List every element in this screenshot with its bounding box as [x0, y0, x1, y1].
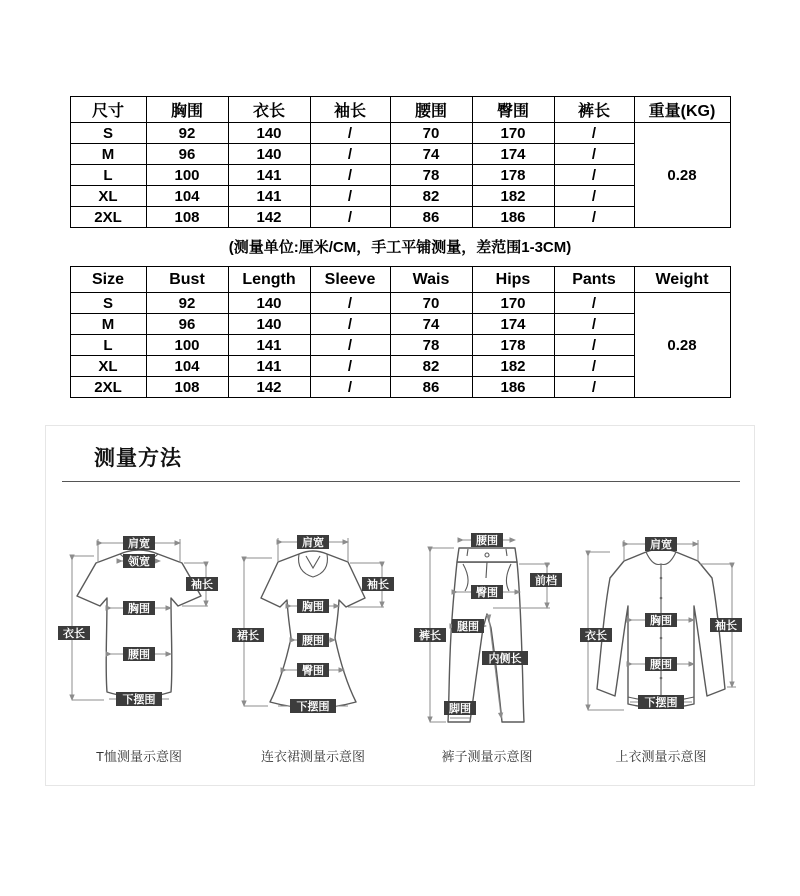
tshirt-outline [77, 550, 201, 697]
hips-label: 臀围 [302, 665, 324, 677]
pants-diagram [406, 506, 568, 744]
pants-outline [448, 548, 524, 722]
table-cell: 182 [472, 186, 554, 207]
table-cell: S [70, 293, 146, 314]
table-cell: 86 [390, 377, 472, 398]
waist-label: 腰围 [128, 649, 150, 661]
table-cell: 96 [146, 144, 228, 165]
dress-diagram-column [226, 506, 400, 765]
table-cell: 86 [390, 207, 472, 228]
table-cell: 141 [228, 186, 310, 207]
inseam-label: 内侧长 [488, 653, 522, 665]
header-bust: Bust [146, 267, 228, 293]
table-cell: 70 [390, 123, 472, 144]
dress-body [261, 551, 365, 708]
shirt-caption: 上衣测量示意图 [615, 749, 707, 764]
dress-caption: 连衣裙测量示意图 [260, 749, 365, 764]
table-row [70, 186, 730, 207]
table-cell: / [310, 314, 390, 335]
table-cell: 141 [228, 165, 310, 186]
table-cell: / [310, 144, 390, 165]
table-cell: 170 [472, 293, 554, 314]
table-row [70, 377, 730, 398]
table-cell: L [70, 165, 146, 186]
table-cell: 141 [228, 356, 310, 377]
table-cell: / [554, 356, 634, 377]
table-cell: / [554, 293, 634, 314]
header-size: Size [70, 267, 146, 293]
size-table-english [70, 266, 731, 398]
weight-value-cell: 0.28 [634, 293, 730, 398]
table-cell: 2XL [70, 377, 146, 398]
bust-label: 胸围 [650, 615, 672, 627]
table-cell: / [310, 123, 390, 144]
table-cell: 92 [146, 123, 228, 144]
table-cell: XL [70, 356, 146, 377]
table-cell: 140 [228, 144, 310, 165]
tshirt-diagram [58, 506, 220, 744]
shoulder-width-label: 肩宽 [302, 537, 324, 549]
table-cell: 186 [472, 207, 554, 228]
header-pants: Pants [554, 267, 634, 293]
table-cell: S [70, 123, 146, 144]
header-hips: Hips [472, 267, 554, 293]
table-cell: 74 [390, 314, 472, 335]
table-cell: 92 [146, 293, 228, 314]
header-pants: 裤长 [554, 97, 634, 123]
garment-length-label: 衣长 [585, 630, 607, 642]
table-cell: 186 [472, 377, 554, 398]
table-row [70, 356, 730, 377]
table-cell: L [70, 335, 146, 356]
header-weight: Weight [634, 267, 730, 293]
table-cell: 141 [228, 335, 310, 356]
table-cell: 108 [146, 207, 228, 228]
waist-label: 腰围 [476, 535, 498, 547]
table-header-row [70, 267, 730, 293]
sleeve-length-label: 袖长 [191, 579, 213, 591]
header-length: Length [228, 267, 310, 293]
bust-label: 胸围 [128, 603, 150, 615]
table-cell: / [310, 335, 390, 356]
header-waist: Wais [390, 267, 472, 293]
table-row [70, 207, 730, 228]
pants-length-label: 裤长 [419, 630, 441, 642]
table-cell: 104 [146, 186, 228, 207]
table-cell: 140 [228, 123, 310, 144]
shirt-outline [597, 549, 725, 708]
waist-label: 腰围 [650, 659, 672, 671]
table-row [70, 123, 730, 144]
table-cell: M [70, 144, 146, 165]
table-cell: 82 [390, 186, 472, 207]
header-sleeve: Sleeve [310, 267, 390, 293]
front-rise-label: 前档 [535, 575, 557, 587]
table-cell: 100 [146, 165, 228, 186]
table-row [70, 293, 730, 314]
table-row [70, 314, 730, 335]
table-cell: 96 [146, 314, 228, 335]
tshirt-diagram-column [52, 506, 226, 765]
header-length: 衣长 [228, 97, 310, 123]
weight-value-cell: 0.28 [634, 123, 730, 228]
sleeve-length-label: 袖长 [715, 620, 737, 632]
header-sleeve: 袖长 [310, 97, 390, 123]
bust-label: 胸围 [302, 601, 324, 613]
table-cell: 82 [390, 356, 472, 377]
measurement-method-section [45, 425, 755, 786]
hem-label: 下摆围 [296, 701, 330, 713]
table-cell: / [554, 335, 634, 356]
header-size: 尺寸 [70, 97, 146, 123]
table-cell: / [310, 207, 390, 228]
table-cell: 74 [390, 144, 472, 165]
table-cell: / [310, 377, 390, 398]
table-cell: 140 [228, 314, 310, 335]
table-row [70, 335, 730, 356]
table-row [70, 165, 730, 186]
neck-width-label: 领宽 [128, 556, 150, 568]
table-cell: 108 [146, 377, 228, 398]
tshirt-caption: T恤测量示意图 [96, 749, 182, 764]
size-table-chinese [70, 96, 731, 228]
pants-waistband [457, 548, 517, 562]
table-cell: XL [70, 186, 146, 207]
table-cell: / [554, 144, 634, 165]
header-waist: 腰围 [390, 97, 472, 123]
table-cell: 2XL [70, 207, 146, 228]
hem-label: 下摆围 [122, 694, 156, 706]
table-cell: 100 [146, 335, 228, 356]
shirt-diagram [580, 506, 742, 744]
table-cell: 142 [228, 377, 310, 398]
hips-label: 臀围 [476, 587, 498, 599]
table-cell: 178 [472, 335, 554, 356]
tshirt-body [77, 550, 201, 697]
table-header-row [70, 97, 730, 123]
table-cell: / [310, 356, 390, 377]
table-cell: 170 [472, 123, 554, 144]
table-cell: / [554, 123, 634, 144]
table-cell: 140 [228, 293, 310, 314]
header-weight: 重量(KG) [634, 97, 730, 123]
dress-outline [261, 551, 365, 708]
thigh-label: 腿围 [457, 621, 479, 633]
header-bust: 胸围 [146, 97, 228, 123]
table-cell: / [554, 186, 634, 207]
shoulder-width-label: 肩宽 [128, 538, 150, 550]
header-hips: 臀围 [472, 97, 554, 123]
pants-caption: 裤子测量示意图 [441, 749, 533, 764]
table-cell: 78 [390, 335, 472, 356]
shirt-diagram-column [574, 506, 748, 765]
table-cell: / [310, 165, 390, 186]
table-cell: / [554, 314, 634, 335]
table-cell: 182 [472, 356, 554, 377]
table-cell: 178 [472, 165, 554, 186]
table-cell: / [310, 186, 390, 207]
leg-opening-label: 脚围 [449, 703, 471, 715]
table-row [70, 144, 730, 165]
table-cell: 70 [390, 293, 472, 314]
table-cell: M [70, 314, 146, 335]
sleeve-length-label: 袖长 [367, 579, 389, 591]
table-cell: / [554, 207, 634, 228]
table-cell: 142 [228, 207, 310, 228]
table-cell: 174 [472, 314, 554, 335]
section-title: 测量方法 [94, 447, 182, 470]
dress-diagram [232, 506, 394, 744]
pants-diagram-column [400, 506, 574, 765]
table-cell: / [554, 377, 634, 398]
waist-label: 腰围 [302, 635, 324, 647]
shoulder-width-label: 肩宽 [650, 539, 672, 551]
table-cell: / [310, 293, 390, 314]
diagram-row [46, 482, 754, 765]
table-cell: / [554, 165, 634, 186]
table-cell: 174 [472, 144, 554, 165]
measure-unit-note: (测量单位:厘米/CM，手工平铺测量，差范围1-3CM) [228, 239, 572, 256]
table-cell: 104 [146, 356, 228, 377]
table-cell: 78 [390, 165, 472, 186]
garment-length-label: 衣长 [63, 628, 85, 640]
hem-label: 下摆围 [644, 697, 678, 709]
skirt-length-label: 裙长 [237, 630, 259, 642]
